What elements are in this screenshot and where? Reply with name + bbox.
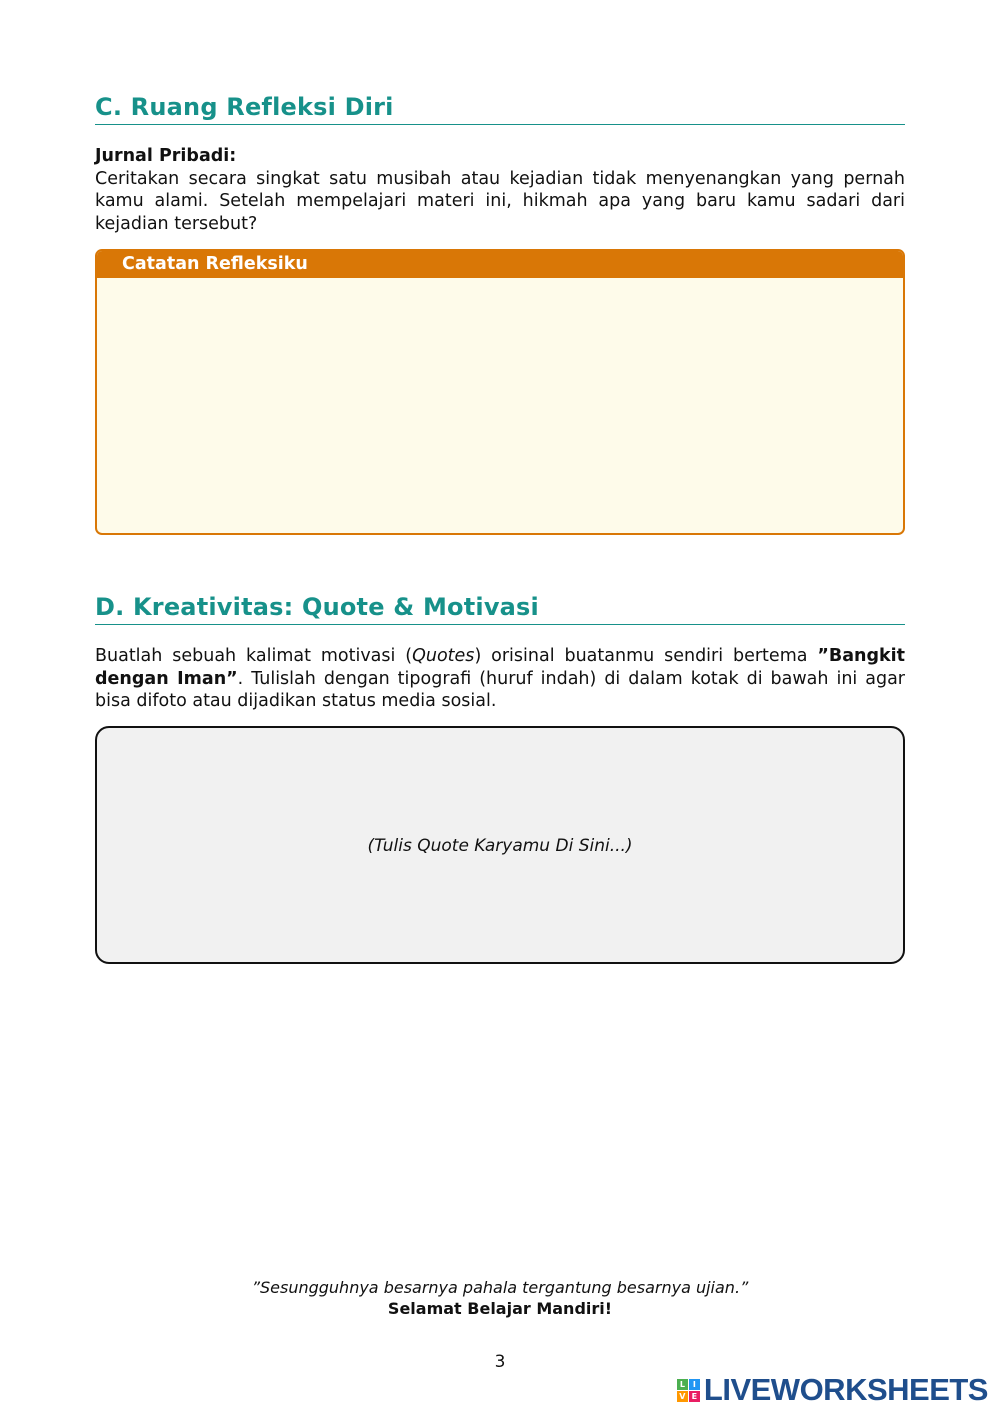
intro-quotes-word: Quotes: [412, 646, 475, 666]
footer-quote: ”Sesungguhnya besarnya pahala tergantung besarnya ujian.”: [251, 1278, 749, 1297]
journal-block: [95, 145, 905, 235]
quote-input-box[interactable]: [95, 726, 905, 964]
reflection-box: [95, 249, 905, 535]
intro-text-3: . Tulislah dengan tipografi (huruf indah) di dalam kotak di bawah ini agar bisa difoto atau dijadikan status media sosial.: [95, 668, 906, 711]
footer-greeting: Selamat Belajar Mandiri!: [387, 1299, 613, 1318]
journal-label: Jurnal Pribadi:: [95, 146, 237, 166]
logo-letter: L: [677, 1379, 688, 1390]
intro-text-2: ) orisinal buatanmu sendiri bertema: [474, 646, 818, 666]
reflection-box-title: Catatan Refleksiku: [97, 251, 903, 278]
logo-letter: I: [689, 1379, 700, 1390]
intro-text-1: Buatlah sebuah kalimat motivasi (: [95, 646, 413, 666]
liveworksheets-brand: [677, 1374, 988, 1406]
logo-letter: E: [689, 1391, 700, 1402]
quote-instructions: [95, 645, 905, 713]
intro-theme: ”Bangkit dengan Iman”: [95, 646, 905, 689]
journal-prompt: Ceritakan secara singkat satu musibah atau kejadian tidak menyenangkan yang pernah kamu alami. Setelah mempelajari materi ini, hikmah apa yang baru kamu sadari dari kejadian tersebut?: [95, 168, 905, 234]
quote-placeholder: (Tulis Quote Karyamu Di Sini...): [367, 836, 633, 856]
logo-letter: V: [677, 1391, 688, 1402]
section-d-title: D. Kreativitas: Quote & Motivasi: [95, 593, 905, 625]
section-c-title: C. Ruang Refleksi Diri: [95, 93, 905, 125]
page-number: 3: [494, 1352, 506, 1372]
liveworksheets-wordmark: LIVEWORKSHEETS: [703, 1372, 988, 1407]
liveworksheets-logo-icon: [677, 1379, 700, 1402]
reflection-input[interactable]: [97, 278, 903, 533]
